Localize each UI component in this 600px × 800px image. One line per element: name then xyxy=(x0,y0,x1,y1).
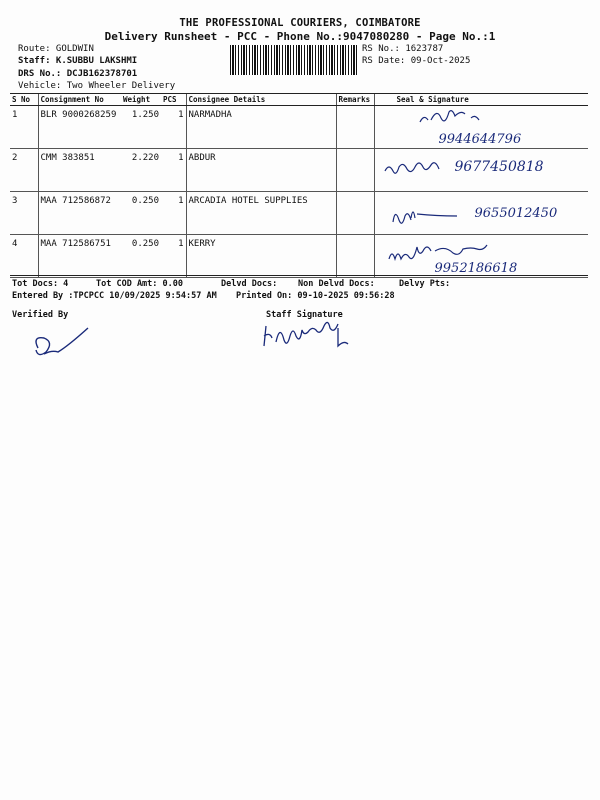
remarks-cell xyxy=(336,235,374,278)
consignment-cell: MAA 712586751 xyxy=(38,235,121,278)
table-row xyxy=(10,106,588,149)
entered-by: Entered By :TPCPCC 10/09/2025 9:54:57 AM xyxy=(12,291,217,301)
sno-cell: 2 xyxy=(10,149,38,192)
col-signature: Seal & Signature xyxy=(374,94,588,106)
col-remarks: Remarks xyxy=(336,94,374,106)
totals-divider xyxy=(10,275,588,276)
handwritten-signature xyxy=(381,159,451,181)
handwritten-signature xyxy=(389,204,479,230)
pcs-cell: 1 xyxy=(161,235,186,278)
consignment-cell: MAA 712586872 xyxy=(38,192,121,235)
pcs-cell: 1 xyxy=(161,106,186,149)
signature-cell xyxy=(374,192,588,235)
signature-cell xyxy=(374,235,588,278)
signature-phone: 9655012450 xyxy=(474,206,558,221)
col-consignee: Consignee Details xyxy=(186,94,336,106)
delivery-points: Delvy Pts: xyxy=(399,279,451,289)
weight-cell: 0.250 xyxy=(121,192,161,235)
col-weight: Weight xyxy=(121,94,161,106)
signature-cell xyxy=(374,149,588,192)
consignee-cell: ABDUR xyxy=(186,149,336,192)
table-row xyxy=(10,235,588,278)
barcode-image xyxy=(230,45,358,75)
signature-phone: 9952186618 xyxy=(434,261,518,276)
pcs-cell: 1 xyxy=(161,149,186,192)
consignee-cell: NARMADHA xyxy=(186,106,336,149)
runsheet-subtitle: Delivery Runsheet - PCC - Phone No.:9047080280 - Page No.:1 xyxy=(104,30,496,43)
verified-by-label: Verified By xyxy=(12,310,69,320)
remarks-cell xyxy=(336,192,374,235)
delivered-docs: Delvd Docs: xyxy=(221,279,278,289)
weight-cell: 1.250 xyxy=(121,106,161,149)
consignee-cell: KERRY xyxy=(186,235,336,278)
consignment-cell: CMM 383851 xyxy=(38,149,121,192)
sno-cell: 3 xyxy=(10,192,38,235)
signature-phone: 9677450818 xyxy=(454,159,544,175)
consignment-table xyxy=(10,93,588,278)
printed-on: Printed On: 09-10-2025 09:56:28 xyxy=(236,291,395,301)
rs-date: RS Date: 09-Oct-2025 xyxy=(362,56,471,66)
vehicle-info: Vehicle: Two Wheeler Delivery xyxy=(18,81,176,91)
rs-number: RS No.: 1623787 xyxy=(362,44,444,54)
sno-cell: 1 xyxy=(10,106,38,149)
company-title: THE PROFESSIONAL COURIERS, COIMBATORE xyxy=(179,17,421,29)
consignee-cell: ARCADIA HOTEL SUPPLIES xyxy=(186,192,336,235)
weight-cell: 2.220 xyxy=(121,149,161,192)
verifier-signature xyxy=(30,326,100,366)
total-docs: Tot Docs: 4 xyxy=(12,279,69,289)
signature-cell xyxy=(374,106,588,149)
non-delivered-docs: Non Delvd Docs: xyxy=(298,279,375,289)
weight-cell: 0.250 xyxy=(121,235,161,278)
total-cod-amount: Tot COD Amt: 0.00 xyxy=(96,279,183,289)
route-info: Route: GOLDWIN xyxy=(18,44,94,54)
remarks-cell xyxy=(336,106,374,149)
handwritten-signature xyxy=(415,108,505,130)
staff-handwritten-signature xyxy=(258,318,368,352)
signature-phone: 9944644796 xyxy=(438,132,522,147)
col-sno: S No xyxy=(10,94,38,106)
table-row xyxy=(10,192,588,235)
staff-signature-label: Staff Signature xyxy=(266,310,343,320)
consignment-cell: BLR 9000268259 xyxy=(38,106,121,149)
drs-info: DRS No.: DCJB162378701 xyxy=(18,69,138,79)
table-row xyxy=(10,149,588,192)
col-pcs: PCS xyxy=(161,94,186,106)
pcs-cell: 1 xyxy=(161,192,186,235)
sno-cell: 4 xyxy=(10,235,38,278)
staff-info: Staff: K.SUBBU LAKSHMI xyxy=(18,56,138,66)
remarks-cell xyxy=(336,149,374,192)
table-header-row xyxy=(10,94,588,106)
col-consignment: Consignment No xyxy=(38,94,121,106)
